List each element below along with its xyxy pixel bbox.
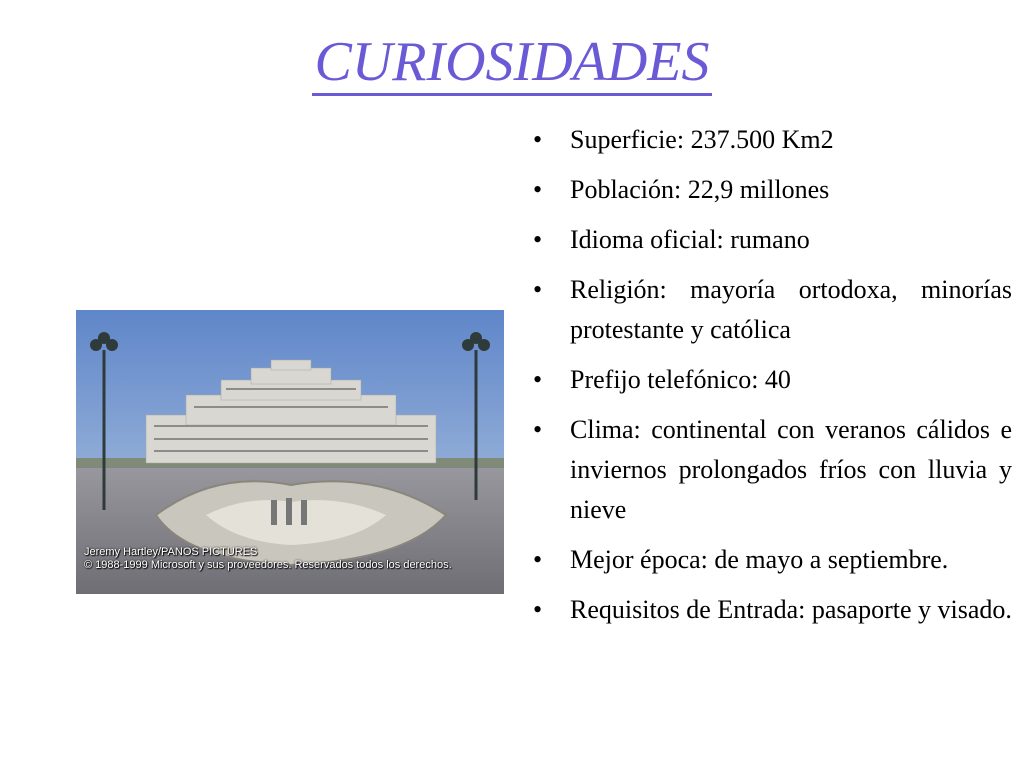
list-item [533,170,1012,210]
list-item [533,270,1012,350]
facts-list [533,120,1012,640]
list-item [533,410,1012,530]
fact-climate: • Clima: continental con veranos cálidos e inviernos prolongados fríos con lluvia y nieve [570,415,1012,524]
fact-best-season: • Mejor época: de mayo a septiembre. [570,545,949,574]
palace-photo [76,310,504,594]
slide-title [0,30,1024,94]
fact-language: • Idioma oficial: rumano [570,225,810,254]
fact-religion: • Religión: mayoría ortodoxa, minorías protestante y católica [570,275,1012,344]
fact-surface: • Superficie: 237.500 Km2 [570,125,834,154]
list-item [533,120,1012,160]
list-item [533,540,1012,580]
fact-entry-requirements: • Requisitos de Entrada: pasaporte y visado. [570,595,1012,624]
list-item [533,360,1012,400]
slide-title-text: CURIOSIDADES [312,31,711,96]
list-item [533,590,1012,630]
fact-population: • Población: 22,9 millones [570,175,830,204]
photo-caption [84,546,494,572]
caption-text: Jeremy Hartley/PANOS PICTURES © 1988-1999 Microsoft y sus proveedores. Reservados todos los derechos. [84,546,452,571]
fact-phone-prefix: • Prefijo telefónico: 40 [570,365,791,394]
list-item [533,220,1012,260]
